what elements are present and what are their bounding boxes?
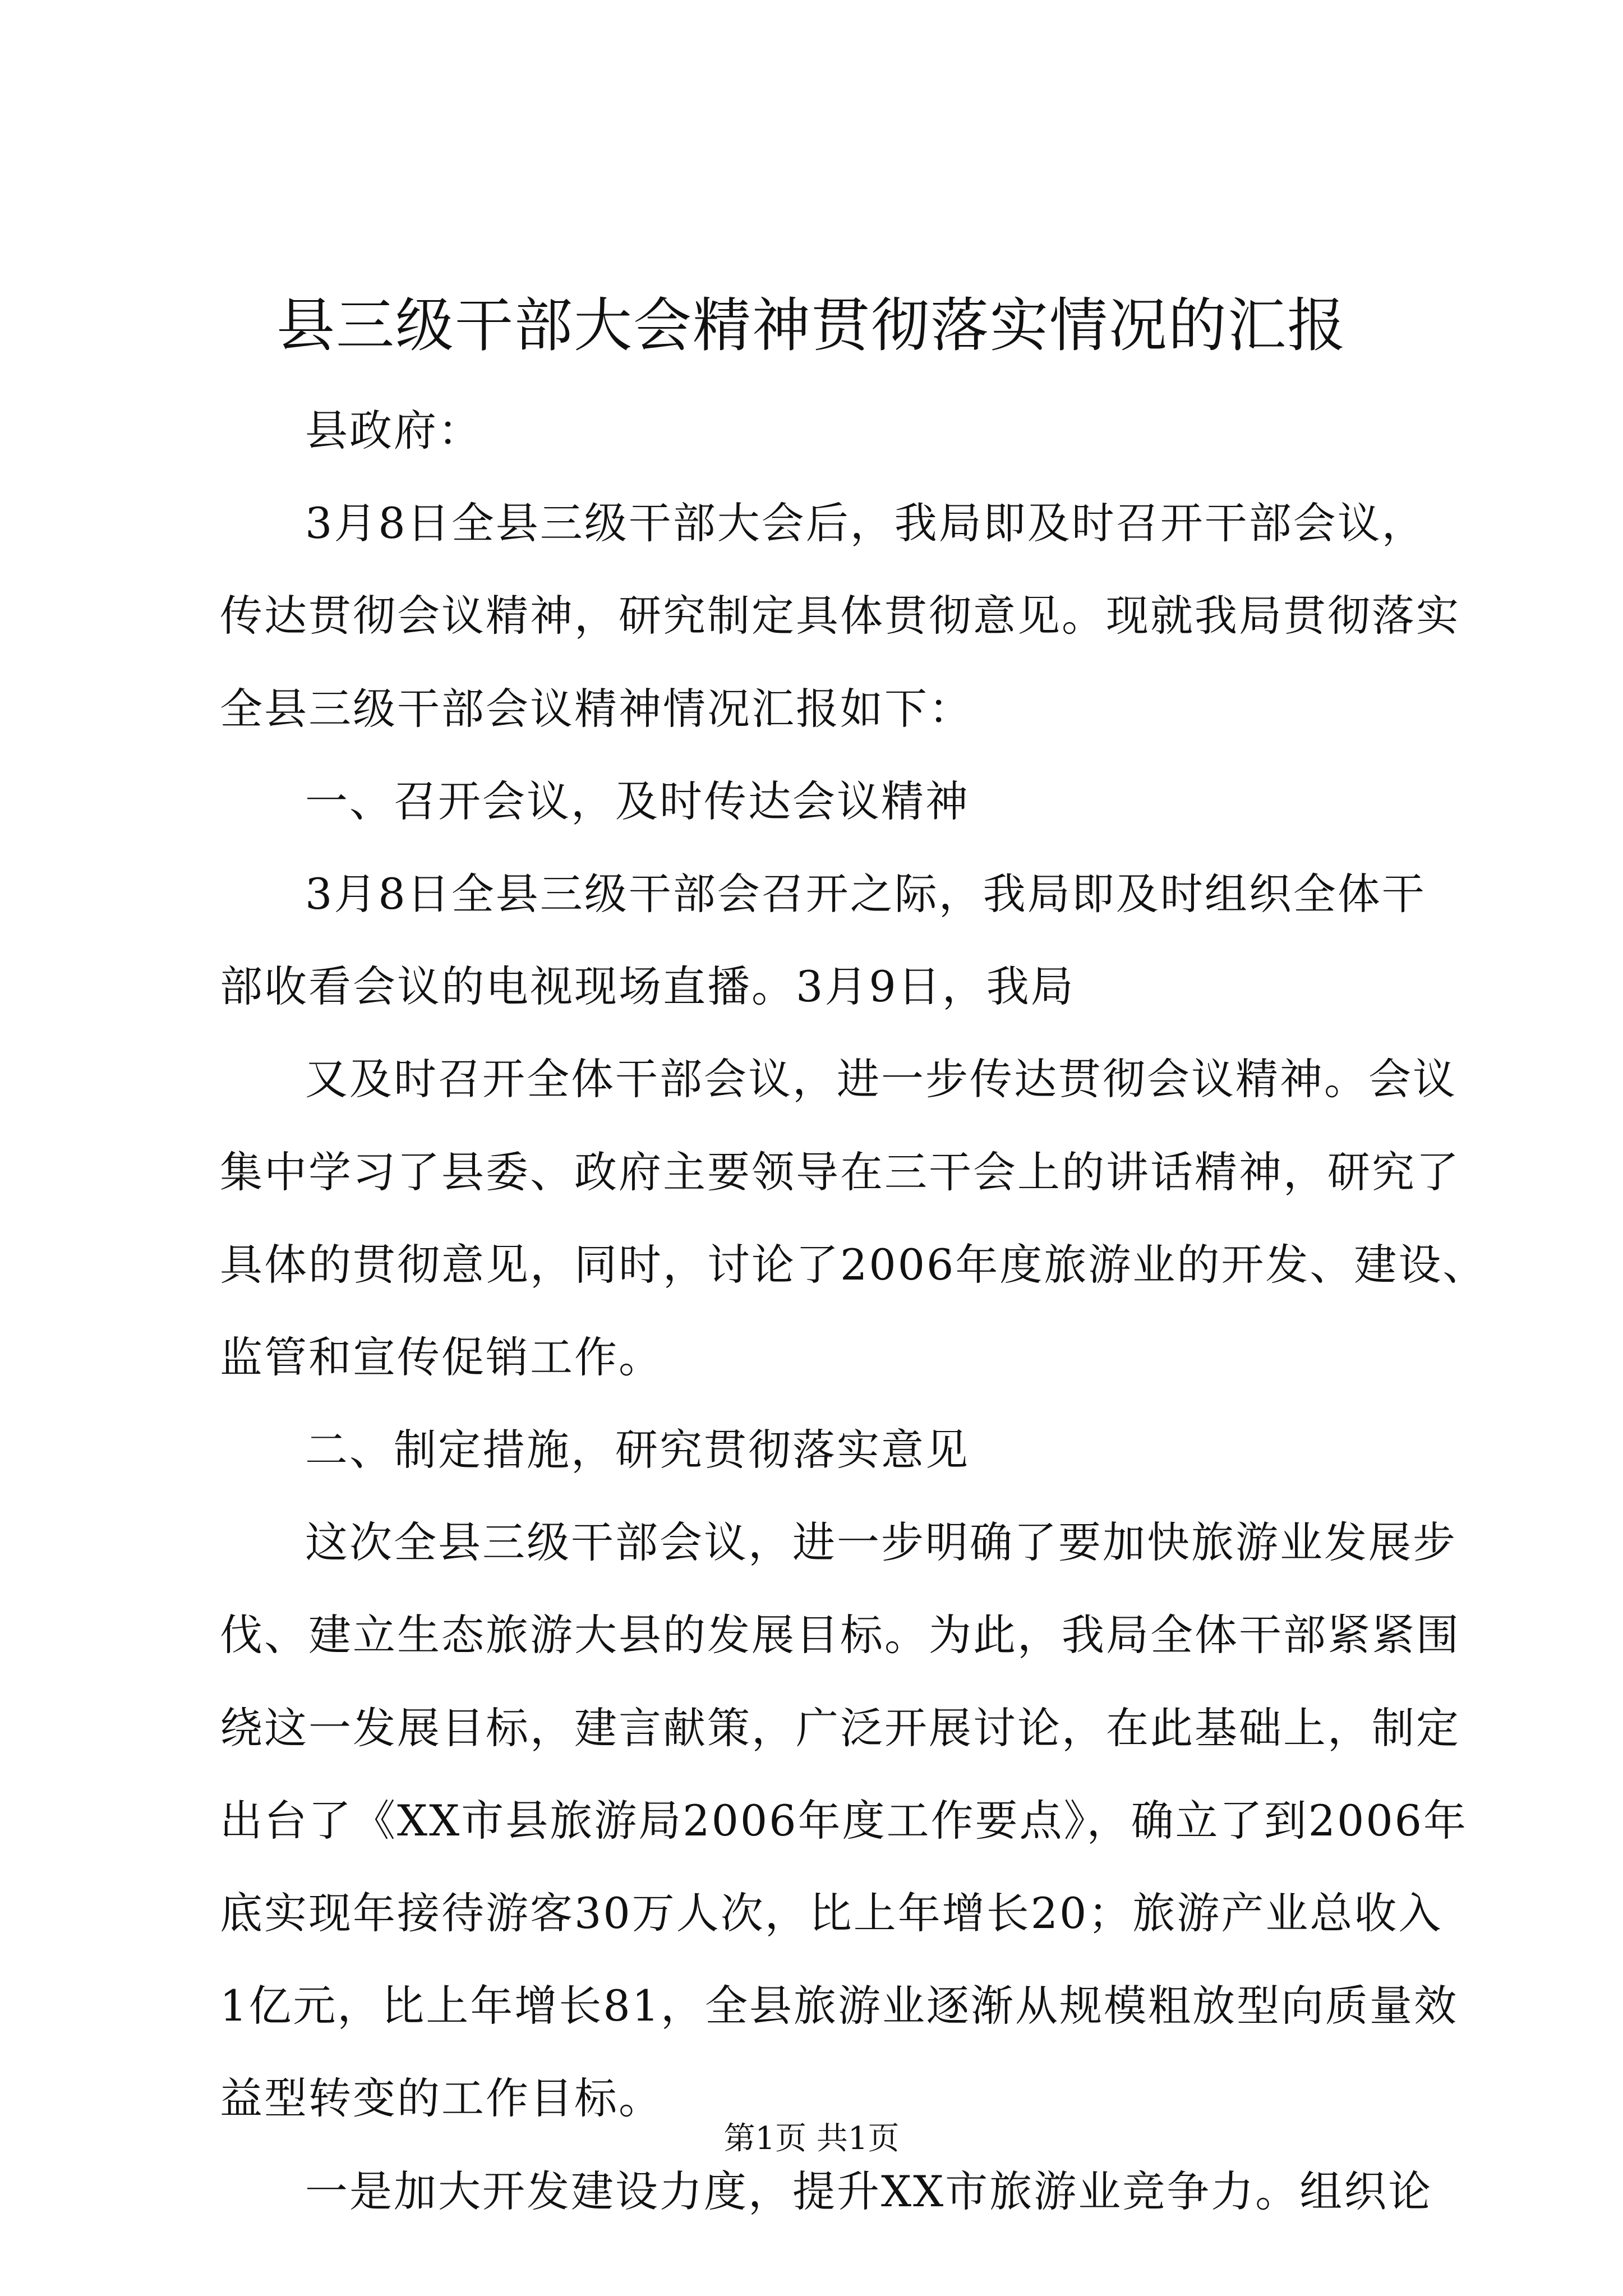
body-line: 出台了《XX市县旅游局2006年度工作要点》，确立了到2006年 [220, 1795, 1468, 1846]
body-line: 伐、建立生态旅游大县的发展目标。为此，我局全体干部紧紧围 [220, 1610, 1460, 1660]
body-line: 1亿元，比上年增长81，全县旅游业逐渐从规模粗放型向质量效 [220, 1981, 1459, 2031]
body-line: 一是加大开发建设力度，提升XX市旅游业竞争力。组织论 [305, 2166, 1433, 2216]
section-heading-2: 二、制定措施，研究贯彻落实意见 [305, 1425, 970, 1475]
body-line: 集中学习了县委、政府主要领导在三干会上的讲话精神，研究了 [220, 1147, 1460, 1197]
document-body [220, 384, 1487, 2238]
body-line: 3月8日全县三级干部大会后，我局即及时召开干部会议， [305, 498, 1426, 549]
body-line: 这次全县三级干部会议，进一步明确了要加快旅游业发展步 [305, 1517, 1457, 1568]
body-line: 益型转变的工作目标。 [220, 2073, 663, 2124]
body-line: 传达贯彻会议精神，研究制定具体贯彻意见。现就我局贯彻落实 [220, 591, 1460, 641]
body-line: 具体的贯彻意见，同时，讨论了2006年度旅游业的开发、建设、 [220, 1239, 1487, 1290]
body-line: 监管和宣传促销工作。 [220, 1332, 663, 1382]
body-line: 绕这一发展目标，建言献策，广泛开展讨论，在此基础上，制定 [220, 1703, 1460, 1753]
body-line: 全县三级干部会议精神情况汇报如下： [220, 683, 973, 734]
body-line: 底实现年接待游客30万人次，比上年增长20；旅游产业总收入 [220, 1888, 1443, 1938]
document-title: 县三级干部大会精神贯彻落实情况的汇报 [276, 291, 1347, 360]
page-footer: 第1页 共1页 [723, 2120, 900, 2157]
body-line: 3月8日全县三级干部会召开之际，我局即及时组织全体干 [305, 868, 1426, 919]
section-heading-1: 一、召开会议，及时传达会议精神 [305, 776, 970, 826]
body-line: 又及时召开全体干部会议，进一步传达贯彻会议精神。会议 [305, 1054, 1457, 1105]
salutation-line: 县政府： [305, 406, 482, 455]
body-line: 部收看会议的电视现场直播。3月9日，我局 [220, 961, 1075, 1012]
